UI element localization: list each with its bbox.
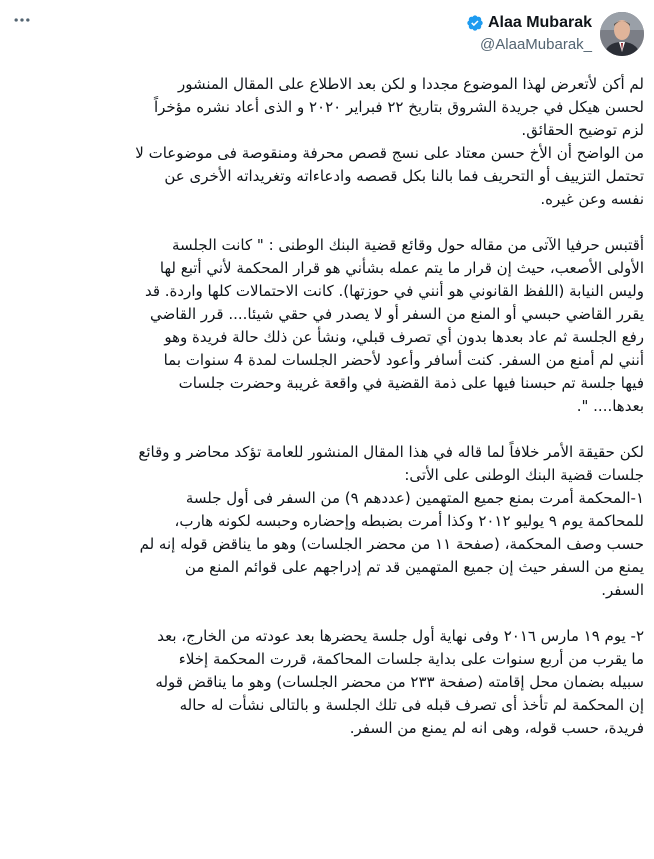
tweet-paragraph: أقتبس حرفيا الآتى من مقاله حول وقائع قضية البنك الوطنى : " كانت الجلسة الأولى الأصعب، حيث إن قرار ما يتم عمله بشأني هو قرار المحكمة لأني أتبع لها وليس النيابة (اللفظ القانوني هو أنني في حوزتها). كانت الاحتمالات كلها واردة. قد يقرر القاضي حبسي أو المنع من السفر أو لا يصدر في حقي شيئا.... قرر القاضي رفع الجلسة ثم عاد بعدها بدون أي تصرف قبلي، ونشأ عن ذلك حالة فريدة وهو أنني لم أمنع من السفر. كنت أسافر وأعود لأحضر الجلسات لمدة 4 سنوات بما فيها جلسة تم حبسنا فيها على ذمة القضية في واقعة غريبة وحضرت جلسات بعدها.... ". xyxy=(144,236,644,415)
tweet-paragraph: لكن حقيقة الأمر خلافاً لما قاله في هذا المقال المنشور للعامة تؤكد محاضر و وقائع جلسات قضية البنك الوطنى على الأتى: ١-المحكمة أمرت بمنع جميع المتهمين (عددهم ٩) من السفر فى أول جلسة للمحاكمة يوم ٩ يوليو ٢٠١٢ وكذا أمرت بضبطه وإحضاره وحبسه لكونه هارب، حسب وصف المحكمة، (صفحة ١١ من محضر الجلسات) وهو ما يناقض قوله إنه لم يمنع من السفر حيث إن جميع المتهمين قد تم إدراجهم على قوائم المنع من السفر. xyxy=(138,443,644,599)
tweet-text xyxy=(10,73,644,763)
tweet-paragraph: ٢- يوم ١٩ مارس ٢٠١٦ وفى نهاية أول جلسة يحضرها بعد عودته من الخارج، بعد ما يقرب من أربع سنوات على بداية جلسات المحاكمة، قررت المحكمة إخلاء سبيله بضمان محل إقامته (صفحة ٢٣٣ من محضر الجلسات) وهو ما يناقض قوله إن المحكمة لم تأخذ أى تصرف قبله فى تلك الجلسة و بالتالى نشأت له حاله فريدة، حسب قوله، وهى انه لم يمنع من السفر. xyxy=(155,627,644,737)
author-info[interactable] xyxy=(466,12,592,53)
name-row xyxy=(466,12,592,34)
user-handle[interactable]: @AlaaMubarak_ xyxy=(480,36,592,53)
verified-badge-icon xyxy=(466,14,484,32)
more-horizontal-icon xyxy=(12,10,32,30)
more-options-button[interactable] xyxy=(10,8,34,32)
avatar[interactable] xyxy=(600,12,644,56)
tweet-paragraph: لم أكن لأتعرض لهذا الموضوع مجددا و لكن بعد الاطلاع على المقال المنشور لحسن هيكل في جريدة الشروق بتاريخ ٢٢ فبراير ٢٠٢٠ و الذى أعاد نشره مؤخراً لزم توضيح الحقائق. من الواضح أن الأخ حسن معتاد على نسج قصص محرفة ومنقوصة فى موضوعات لا تحتمل التزييف أو التحريف فما بالنا بكل قصصه وادعاءاته وتغريداته الأخرى عن نفسه وعن غيره. xyxy=(135,75,644,208)
tweet-header xyxy=(0,0,654,72)
profile-photo-icon xyxy=(600,12,644,56)
display-name[interactable]: Alaa Mubarak xyxy=(487,14,592,31)
